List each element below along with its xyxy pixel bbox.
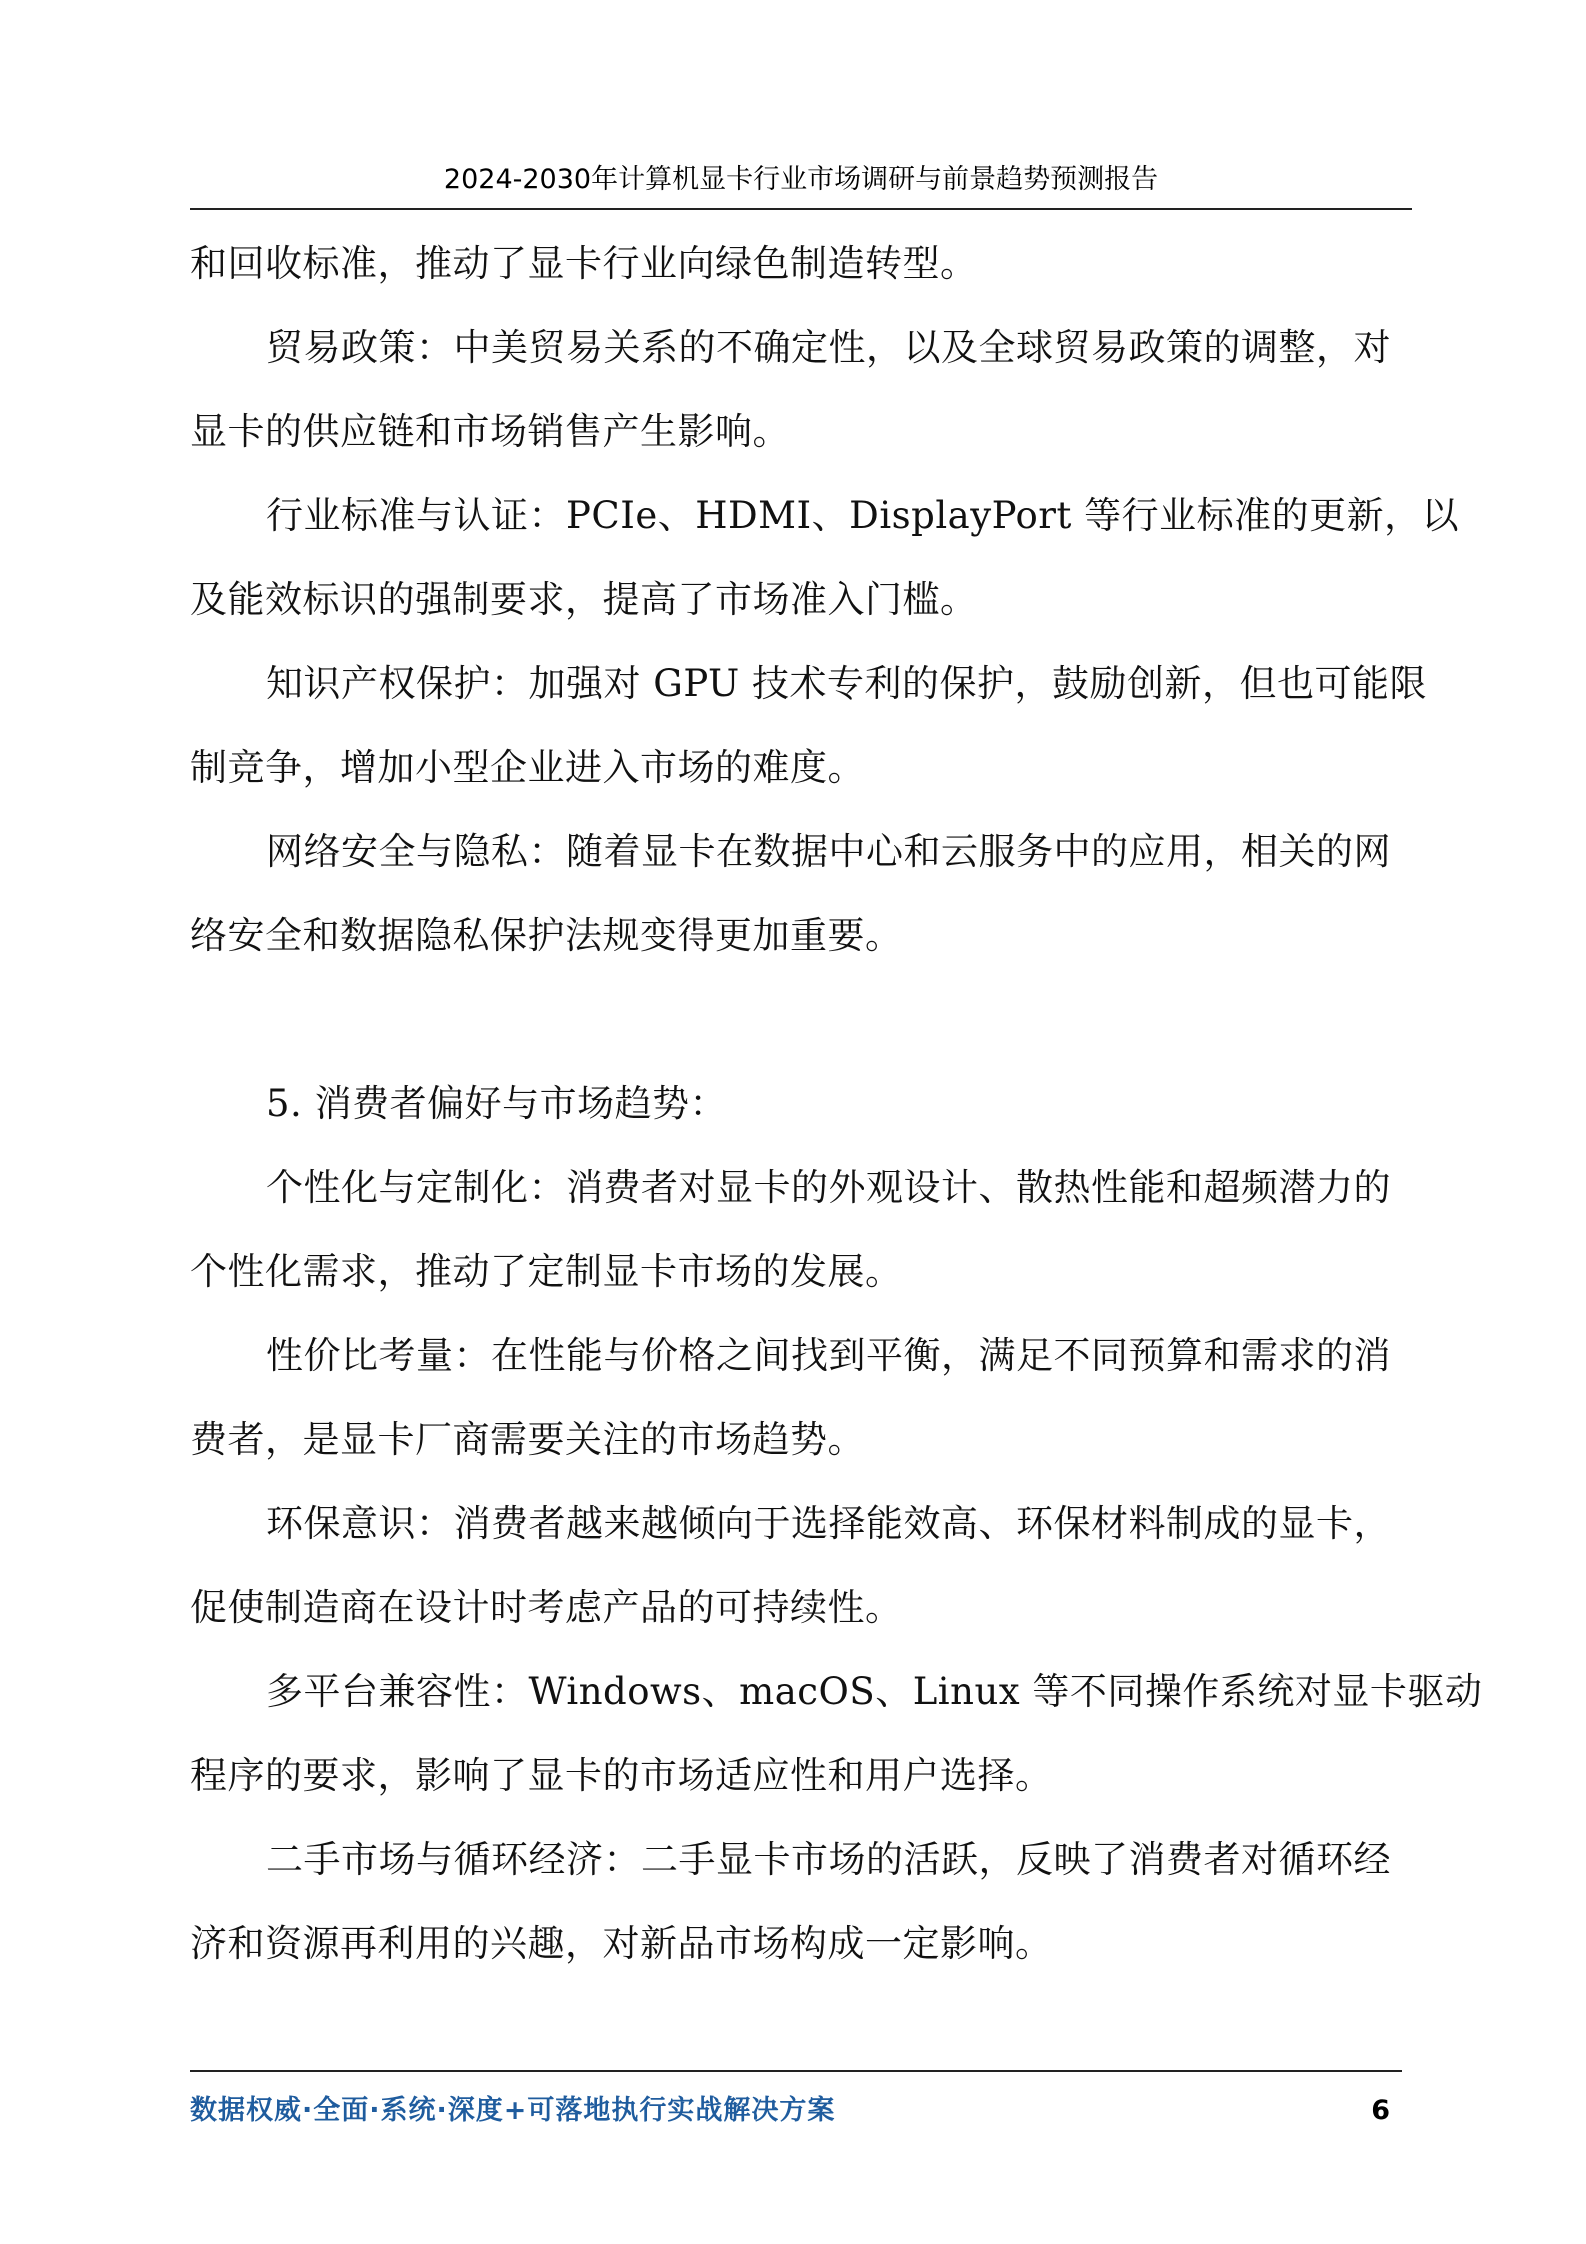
paragraph-line: 性价比考量：在性能与价格之间找到平衡，满足不同预算和需求的消 [266,1334,1391,1377]
page-header-title: 2024-2030年计算机显卡行业市场调研与前景趋势预测报告 [443,164,1159,195]
paragraph-line: 网络安全与隐私：随着显卡在数据中心和云服务中的应用，相关的网 [266,830,1391,873]
paragraph-line: 络安全和数据隐私保护法规变得更加重要。 [190,914,903,957]
paragraph-line: 促使制造商在设计时考虑产品的可持续性。 [190,1586,903,1629]
paragraph-line: 制竞争，增加小型企业进入市场的难度。 [190,746,865,789]
paragraph-line: 和回收标准，推动了显卡行业向绿色制造转型。 [190,242,978,285]
paragraph-line: 个性化与定制化：消费者对显卡的外观设计、散热性能和超频潜力的 [266,1166,1391,1209]
paragraph-line: 及能效标识的强制要求，提高了市场准入门槛。 [190,578,978,621]
paragraph-line: 二手市场与循环经济：二手显卡市场的活跃，反映了消费者对循环经 [266,1838,1391,1881]
paragraph-line: 环保意识：消费者越来越倾向于选择能效高、环保材料制成的显卡， [266,1502,1391,1545]
paragraph-line: 显卡的供应链和市场销售产生影响。 [190,410,790,453]
paragraph-line: 行业标准与认证：PCIe、HDMI、DisplayPort 等行业标准的更新，以 [266,494,1460,537]
header-divider [190,208,1412,210]
paragraph-line: 济和资源再利用的兴趣，对新品市场构成一定影响。 [190,1922,1053,1965]
blank-line [190,978,1412,1062]
paragraph-line: 个性化需求，推动了定制显卡市场的发展。 [190,1250,903,1293]
paragraph-line: 贸易政策：中美贸易关系的不确定性，以及全球贸易政策的调整，对 [266,326,1391,369]
footer-slogan: 数据权威·全面·系统·深度+可落地执行实战解决方案 [190,2095,836,2126]
paragraph-line: 程序的要求，影响了显卡的市场适应性和用户选择。 [190,1754,1053,1797]
paragraph-line: 多平台兼容性：Windows、macOS、Linux 等不同操作系统对显卡驱动 [266,1670,1483,1713]
paragraph-line: 费者，是显卡厂商需要关注的市场趋势。 [190,1418,865,1461]
paragraph-line: 知识产权保护：加强对 GPU 技术专利的保护，鼓励创新，但也可能限 [266,662,1428,705]
footer-divider [190,2070,1402,2072]
document-body [190,222,1483,1986]
section-heading: 5. 消费者偏好与市场趋势： [266,1082,728,1125]
page-number: 6 [1371,2095,1390,2126]
